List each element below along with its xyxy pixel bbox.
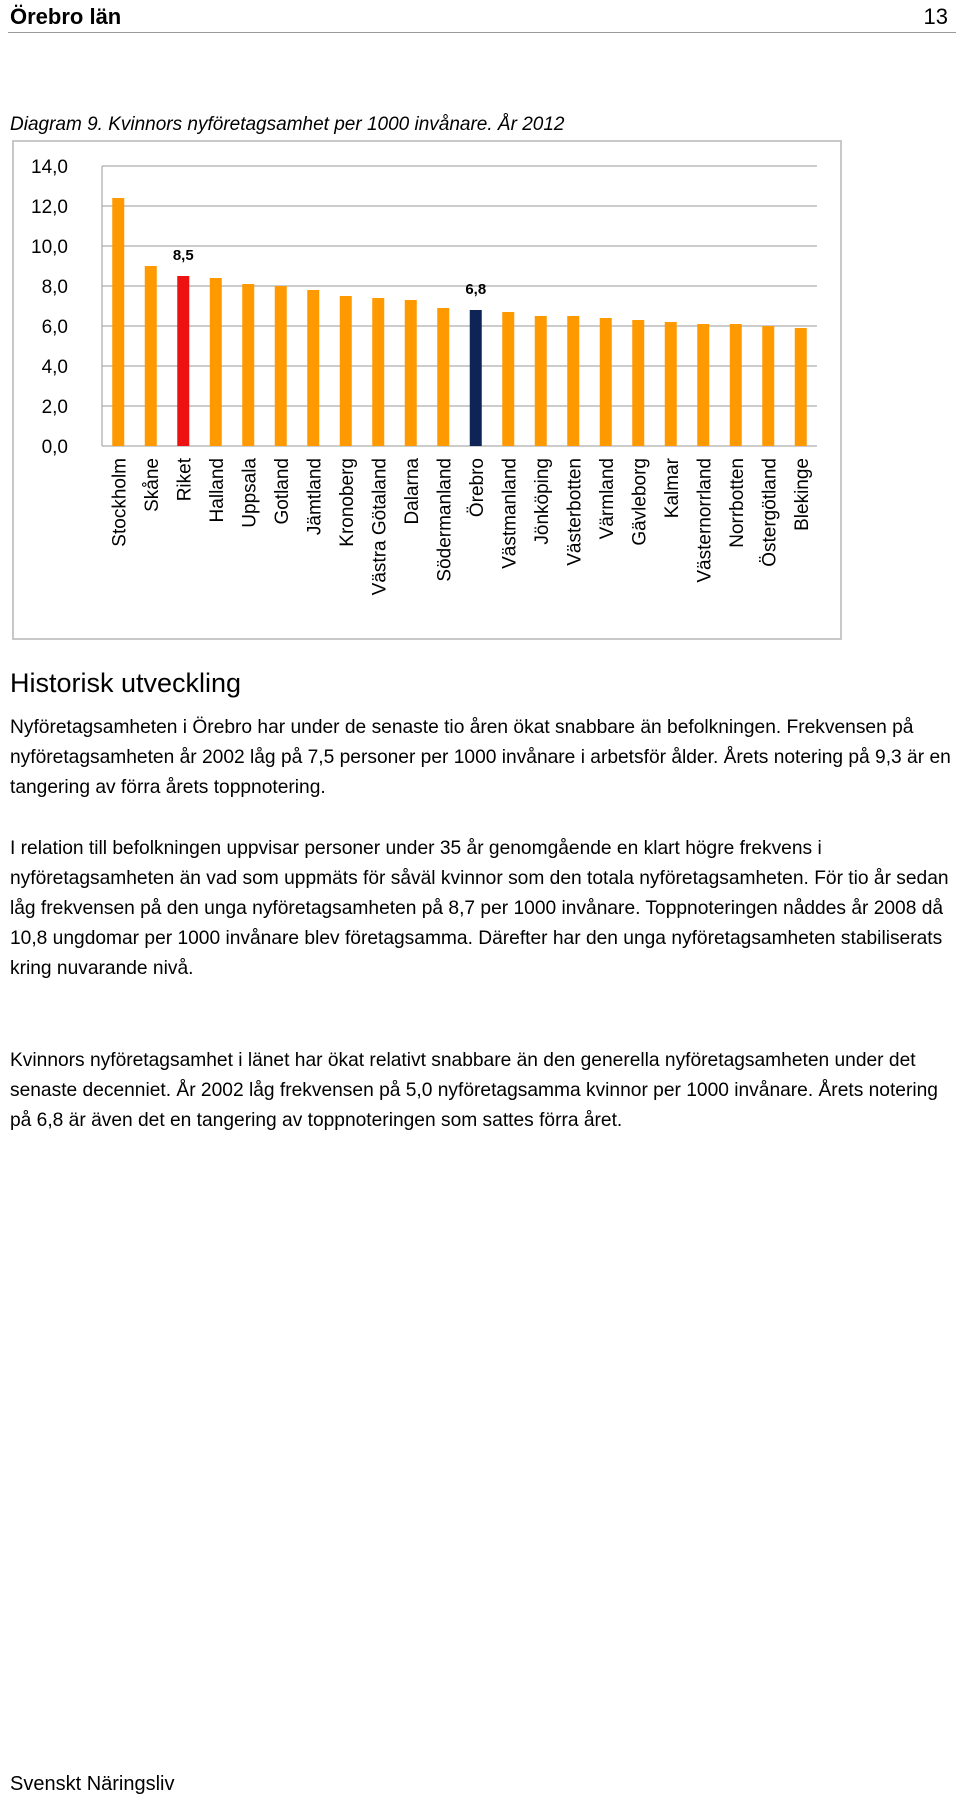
footer-text: Svenskt Näringsliv — [10, 1773, 175, 1795]
category-label: Stockholm — [109, 458, 131, 547]
bar-norrbotten — [730, 324, 742, 446]
bar-örebro — [470, 310, 482, 446]
diagram-caption: Diagram 9. Kvinnors nyföretagsamhet per 1000 invånare. År 2012 — [10, 114, 565, 135]
region-title: Örebro län — [10, 4, 122, 29]
bar-kronoberg — [340, 296, 352, 446]
bar-västernorrland — [697, 324, 709, 446]
y-tick-label: 12,0 — [31, 197, 68, 218]
y-tick-label: 8,0 — [41, 277, 68, 298]
category-label: Halland — [206, 458, 228, 523]
y-tick-label: 4,0 — [41, 357, 68, 378]
category-label: Västerbotten — [564, 458, 586, 566]
category-label: Värmland — [596, 458, 618, 540]
category-label: Riket — [174, 458, 196, 502]
bar-chart — [12, 140, 842, 640]
category-label: Gotland — [271, 458, 293, 525]
y-tick-label: 14,0 — [31, 157, 68, 178]
bar-stockholm — [112, 198, 124, 446]
category-label: Västernorrland — [694, 458, 716, 583]
category-label: Jämtland — [304, 458, 326, 536]
y-tick-label: 10,0 — [31, 237, 68, 258]
category-label: Skåne — [141, 458, 163, 512]
bar-gotland — [275, 286, 287, 446]
paragraph-historisk: Nyföretagsamheten i Örebro har under de senaste tio åren ökat snabbare än befolkningen. Frekvensen på nyföretagsamheten år 2002 låg på 7,5 personer per 1000 invånare i arbetsför ålder. Årets notering på 9,3 är en tangering av förra årets toppnotering. — [10, 717, 951, 798]
category-label: Dalarna — [401, 458, 423, 525]
data-label: 8,5 — [172, 247, 194, 264]
bar-västra-götaland — [372, 298, 384, 446]
category-label: Blekinge — [791, 458, 813, 531]
bar-blekinge — [795, 328, 807, 446]
category-label: Uppsala — [239, 458, 261, 528]
category-label: Gävleborg — [629, 458, 651, 546]
bar-dalarna — [405, 300, 417, 446]
bar-gävleborg — [632, 320, 644, 446]
y-tick-label: 2,0 — [41, 397, 68, 418]
category-label: Kalmar — [661, 458, 683, 519]
bar-uppsala — [242, 284, 254, 446]
bar-kalmar — [665, 322, 677, 446]
page-number: 13 — [923, 4, 948, 29]
bar-värmland — [600, 318, 612, 446]
bar-västmanland — [502, 312, 514, 446]
category-label: Jönköping — [531, 458, 553, 545]
y-tick-label: 6,0 — [41, 317, 68, 338]
paragraph-kvinnor: Kvinnors nyföretagsamhet i länet har ökat relativt snabbare än den generella nyföretagsamheten under det senaste decenniet. År 2002 låg frekvensen på 5,0 nyföretagsamma kvinnor per 1000 invånare. Årets notering på 6,8 är även det en tangering av toppnoteringen som sattes förra året. — [10, 1050, 938, 1131]
bar-södermanland — [437, 308, 449, 446]
category-label: Västmanland — [499, 458, 521, 569]
category-label: Södermanland — [434, 458, 456, 582]
bar-halland — [210, 278, 222, 446]
y-tick-label: 0,0 — [41, 437, 68, 458]
category-label: Norrbotten — [726, 458, 748, 548]
paragraph-unga: I relation till befolkningen uppvisar personer under 35 år genomgående en klart högre frekvens i nyföretagsamheten än vad som uppmäts för såväl kvinnor som den totala nyföretagsamheten. För tio år sedan låg frekvensen på den unga nyföretagsamheten på 8,7 per 1000 invånare. Toppnoteringen nåddes år 2008 då 10,8 ungdomar per 1000 invånare blev företagsamma. Därefter har den unga nyföretagsamheten stabiliserats kring nuvarande nivå. — [10, 838, 949, 979]
category-label: Östergötland — [759, 458, 781, 567]
category-label: Västra Götaland — [369, 458, 391, 596]
bar-västerbotten — [567, 316, 579, 446]
bar-jämtland — [307, 290, 319, 446]
category-label: Örebro — [466, 458, 488, 518]
bar-riket — [177, 276, 189, 446]
bar-östergötland — [762, 326, 774, 446]
section-heading: Historisk utveckling — [10, 668, 242, 698]
data-label: 6,8 — [465, 281, 487, 298]
bar-jönköping — [535, 316, 547, 446]
page-header — [8, 0, 956, 33]
bar-skåne — [145, 266, 157, 446]
category-label: Kronoberg — [336, 458, 358, 547]
